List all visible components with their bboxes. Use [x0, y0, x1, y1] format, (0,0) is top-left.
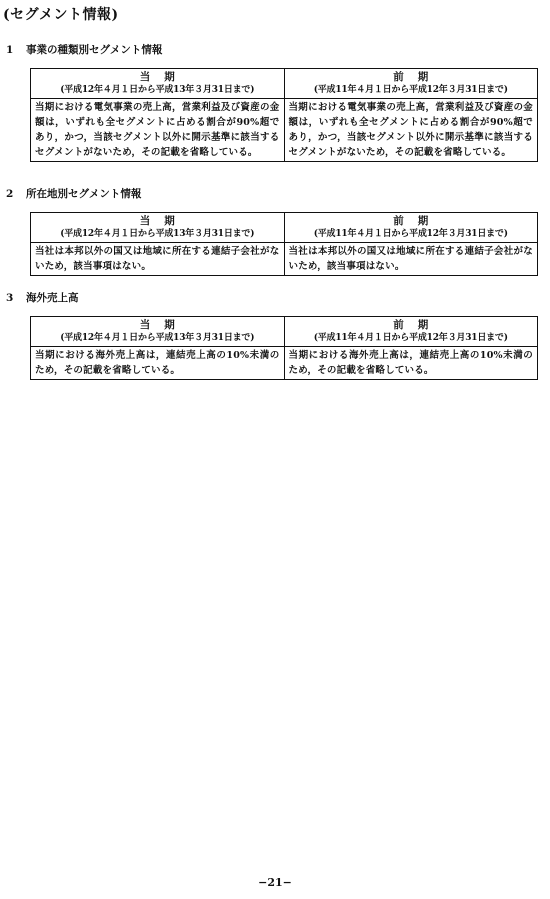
table-header-row: [31, 213, 538, 243]
previous-period-header: [284, 317, 538, 347]
section-heading-2: [6, 186, 141, 201]
previous-period-text: 当社は本邦以外の国又は地域に所在する連結子会社がないため，該当事項はない。: [284, 243, 538, 276]
section-title: 事業の種類別セグメント情報: [26, 44, 163, 56]
previous-label: 前期: [393, 71, 443, 83]
section-number: 2: [6, 188, 14, 200]
current-period-header: [31, 213, 285, 243]
current-period-header: [31, 317, 285, 347]
current-label: 当期: [139, 319, 189, 331]
current-label: 当期: [139, 215, 189, 227]
section-title: 海外売上高: [26, 292, 79, 304]
previous-period: (平成11年４月１日から平成12年３月31日まで): [313, 229, 508, 239]
previous-label: 前期: [393, 215, 443, 227]
current-label: 当期: [139, 71, 189, 83]
segment-table-overseas-sales: [30, 316, 538, 380]
previous-period: (平成11年４月１日から平成12年３月31日まで): [313, 333, 508, 343]
current-period: (平成12年４月１日から平成13年３月31日まで): [60, 85, 255, 95]
previous-label: 前期: [393, 319, 443, 331]
section-heading-3: [6, 290, 79, 305]
table-row: [31, 243, 538, 276]
current-period-text: 当期における海外売上高は，連結売上高の10%未満のため，その記載を省略している。: [31, 347, 285, 380]
section-heading-1: [6, 42, 162, 57]
table-header-row: [31, 69, 538, 99]
table-row: [31, 99, 538, 162]
current-period-header: [31, 69, 285, 99]
section-number: 3: [6, 292, 14, 304]
previous-period-text: 当期における海外売上高は，連結売上高の10%未満のため，その記載を省略している。: [284, 347, 538, 380]
section-number: 1: [6, 44, 14, 56]
current-period: (平成12年４月１日から平成13年３月31日まで): [60, 333, 255, 343]
previous-period-header: [284, 213, 538, 243]
table-header-row: [31, 317, 538, 347]
current-period-text: 当社は本邦以外の国又は地域に所在する連結子会社がないため，該当事項はない。: [31, 243, 285, 276]
current-period: (平成12年４月１日から平成13年３月31日まで): [60, 229, 255, 239]
previous-period-header: [284, 69, 538, 99]
segment-table-location: [30, 212, 538, 276]
page-title: (セグメント情報): [3, 7, 119, 23]
section-title: 所在地別セグメント情報: [26, 188, 142, 200]
previous-period: (平成11年４月１日から平成12年３月31日まで): [313, 85, 508, 95]
segment-table-business: [30, 68, 538, 162]
previous-period-text: 当期における電気事業の売上高，営業利益及び資産の金額は，いずれも全セグメントに占める割合が90%超であり，かつ，当該セグメント以外に開示基準に該当するセグメントがないため，その記載を省略している。: [284, 99, 538, 162]
page-number: −21−: [258, 876, 292, 889]
current-period-text: 当期における電気事業の売上高，営業利益及び資産の金額は，いずれも全セグメントに占める割合が90%超であり，かつ，当該セグメント以外に開示基準に該当するセグメントがないため，その記載を省略している。: [31, 99, 285, 162]
table-row: [31, 347, 538, 380]
